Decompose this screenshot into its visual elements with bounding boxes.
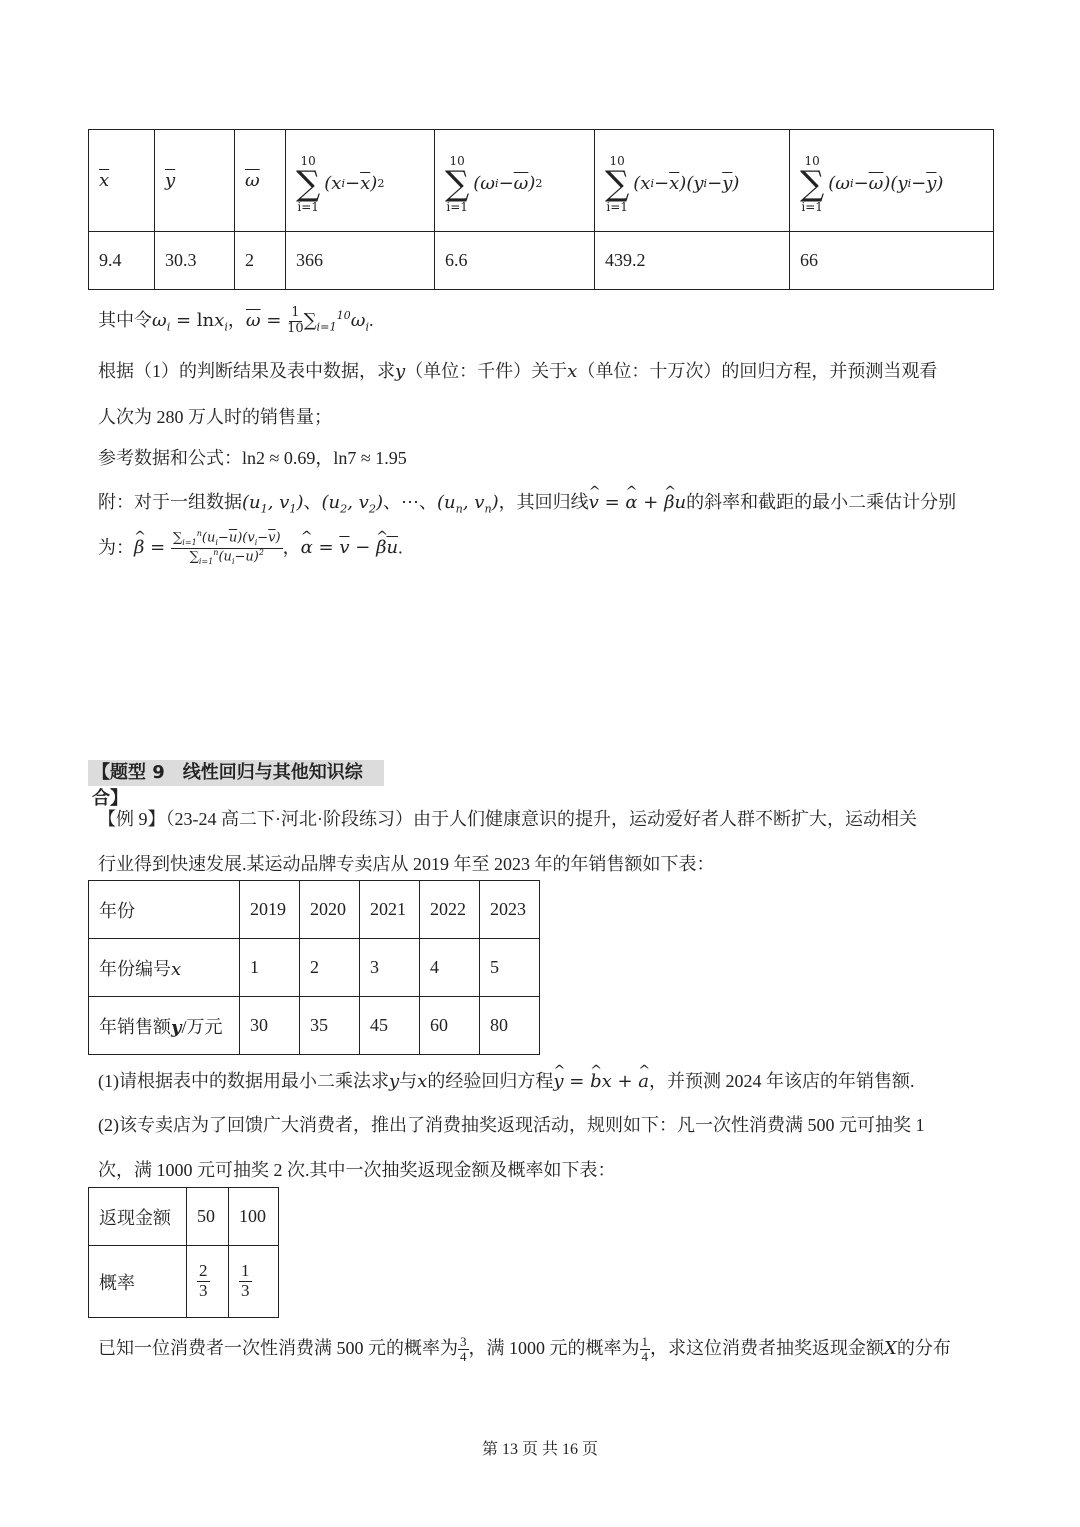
cashback-amount-row [89,1188,279,1246]
value-sum-xy: 439.2 [595,232,790,290]
header-y-bar: $\overline{y}$ [155,130,235,232]
y-cell: 80 [480,997,540,1055]
value-sum-omega-y: 66 [790,232,994,290]
sales-table-x-row [89,939,540,997]
amount-label: 返现金额 [89,1188,187,1246]
section-heading: 【题型 9 线性回归与其他知识综合】 [88,760,384,786]
x-cell: 4 [420,939,480,997]
final-question-line: 已知一位消费者一次性消费满 500 元的概率为 $\frac{3}{4}$ ，满 1000 元的概率为 $\frac{1}{4}$ ，求这位消费者抽奖返现金额X的分布 [98,1334,951,1365]
sales-table [88,880,540,1055]
x-cell: 3 [360,939,420,997]
sales-table-y-row [89,997,540,1055]
year-cell: 2023 [480,881,540,939]
appendix-line-1: 附：对于一组数据($u_1$, $v_1$)、($u_2$, $v_2$)、⋯、($u_n$, $v_n$)，其回归线^ v = ^ α + ^ βu的斜率和截距的最小二乘估计分别 [98,488,956,516]
x-cell: 2 [300,939,360,997]
x-cell: 1 [240,939,300,997]
amount-cell: 100 [229,1188,279,1246]
sales-table-year-row [89,881,540,939]
prob-cell: $\frac{2}{3}$ [187,1246,229,1318]
y-cell: 45 [360,997,420,1055]
value-sum-omega-sq: 6.6 [435,232,595,290]
x-cell: 5 [480,939,540,997]
y-cell: 35 [300,997,360,1055]
omega-definition-line: 其中令$\omega_i = \ln x_i$，$\overline{\omega}$ = $\frac{1}{10}$ $\sum_{i=1}^{10}\omega_i$. [98,305,374,336]
question-line-2: 人次为 280 万人时的销售量； [98,407,332,427]
example-line-1: 【例 9】（23-24 高二下·河北·阶段练习）由于人们健康意识的提升，运动爱好者人群不断扩大，运动相关 [98,809,917,829]
value-x-bar: 9.4 [89,232,155,290]
stats-table-header-row [89,130,994,232]
year-cell: 2019 [240,881,300,939]
value-omega-bar: 2 [235,232,286,290]
header-sum-x-sq: 10 ∑ i=1 (x i − $\overline{x}$ ) 2 [286,130,435,232]
year-code-label: 年份编号x [89,939,240,997]
page-footer: 第 13 页 共 16 页 [481,1441,598,1458]
header-omega-bar: $\overline{\omega}$ [235,130,286,232]
year-cell: 2020 [300,881,360,939]
value-sum-x-sq: 366 [286,232,435,290]
sales-label: 年销售额y/万元 [89,997,240,1055]
cashback-prob-row [89,1246,279,1318]
appendix-line-2: 为：^ β = $\frac{\sum_{i=1}^n(u_i-\overline{u})(v_i-\overline{v})}{\sum_{i=1}^n(u_i-\overline{u})^2}$ ，^ $\alpha = \overline{v}$ − ^ $\beta\overline{u}$. [98,530,403,567]
stats-table-value-row [89,232,994,290]
reference-data-line: 参考数据和公式：ln2 ≈ 0.69，ln7 ≈ 1.95 [98,448,407,468]
question-line-1: 根据（1）的判断结果及表中数据，求y（单位：千件）关于x（单位：十万次）的回归方程，并预测当观看 [98,361,938,382]
question-2-line-1: (2)该专卖店为了回馈广大消费者，推出了消费抽奖返现活动，规则如下：凡一次性消费满 500 元可抽奖 1 [98,1115,925,1135]
value-y-bar: 30.3 [155,232,235,290]
prob-label: 概率 [89,1246,187,1318]
cashback-table [88,1187,279,1318]
y-cell: 60 [420,997,480,1055]
header-sum-omega-sq: 10 ∑ i=1 (ω i − $\overline{\omega}$ ) 2 [435,130,595,232]
y-cell: 30 [240,997,300,1055]
prob-cell: $\frac{1}{3}$ [229,1246,279,1318]
stats-table [88,129,994,290]
year-cell: 2021 [360,881,420,939]
header-sum-omega-y: 10 ∑ i=1 (ω i − $\overline{\omega}$ )(y i − $\overline{y}$ ) [790,130,994,232]
amount-cell: 50 [187,1188,229,1246]
example-line-2: 行业得到快速发展.某运动品牌专卖店从 2019 年至 2023 年的年销售额如下表： [98,854,715,874]
year-label: 年份 [89,881,240,939]
header-x-bar: $\overline{x}$ [89,130,155,232]
question-2-line-2: 次，满 1000 元可抽奖 2 次.其中一次抽奖返现金额及概率如下表： [98,1160,616,1180]
header-sum-xy: 10 ∑ i=1 (x i − $\overline{x}$ )(y i − $\overline{y}$ ) [595,130,790,232]
question-1: (1)请根据表中的数据用最小二乘法求y与x的经验回归方程^ y = ^ bx + ^ a，并预测 2024 年该店的年销售额. [98,1067,915,1093]
year-cell: 2022 [420,881,480,939]
